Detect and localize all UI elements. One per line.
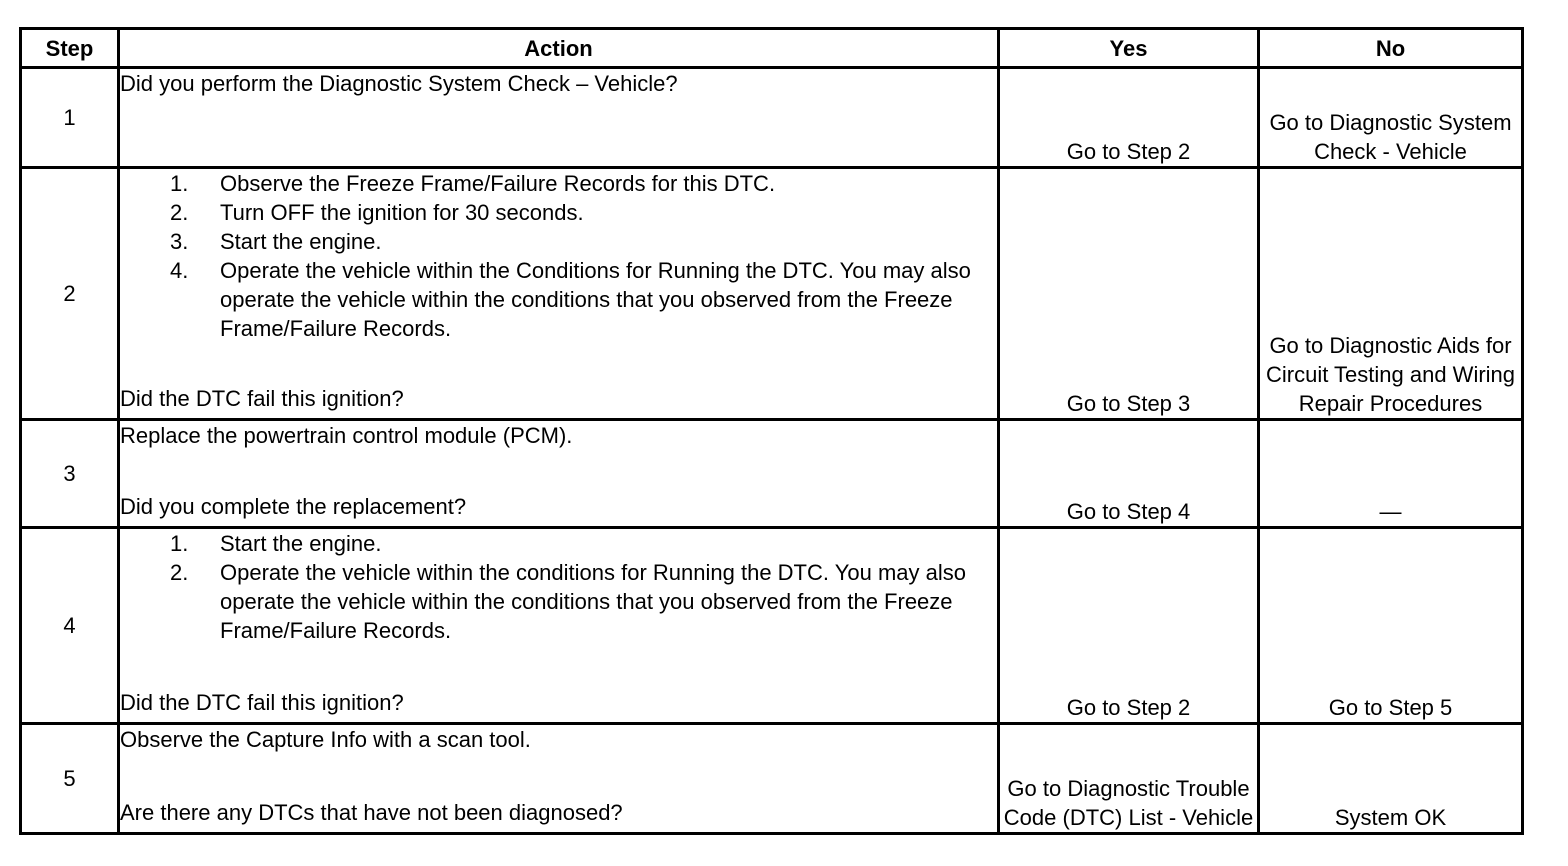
table-row <box>21 168 1523 420</box>
list-item <box>120 198 997 227</box>
action-cell <box>119 724 999 834</box>
list-item <box>120 558 997 645</box>
step-number: 3 <box>21 420 119 528</box>
list-item-number: 2. <box>170 200 189 225</box>
list-item-text: Operate the vehicle within the Conditions for Running the DTC. You may also operate the vehicle within the conditions that you observed from the Freeze Frame/Failure Records. <box>220 258 971 341</box>
list-item-text: Start the engine. <box>220 229 382 254</box>
header-yes: Yes <box>999 29 1259 68</box>
list-item-text: Observe the Freeze Frame/Failure Records for this DTC. <box>220 171 776 196</box>
action-question: Did the DTC fail this ignition? <box>120 386 404 411</box>
table-row <box>21 724 1523 834</box>
list-item-text: Turn OFF the ignition for 30 seconds. <box>220 200 584 225</box>
header-step: Step <box>21 29 119 68</box>
yes-cell: Go to Diagnostic Trouble Code (DTC) List - Vehicle <box>999 724 1259 834</box>
table-row <box>21 420 1523 528</box>
diagnostic-table <box>19 27 1524 835</box>
action-cell <box>119 420 999 528</box>
action-question: Did you complete the replacement? <box>120 494 467 519</box>
action-cell <box>119 528 999 724</box>
list-item-text: Start the engine. <box>220 531 382 556</box>
action-instruction: Observe the Capture Info with a scan tool. <box>120 727 531 752</box>
step-number: 5 <box>21 724 119 834</box>
yes-cell: Go to Step 2 <box>999 68 1259 168</box>
list-item-number: 2. <box>170 560 189 585</box>
yes-cell: Go to Step 3 <box>999 168 1259 420</box>
no-cell: Go to Diagnostic Aids for Circuit Testing and Wiring Repair Procedures <box>1259 168 1523 420</box>
action-cell <box>119 168 999 420</box>
action-instruction: Did you perform the Diagnostic System Check – Vehicle? <box>120 71 678 96</box>
header-row <box>21 29 1523 68</box>
list-item <box>120 227 997 256</box>
no-cell: Go to Diagnostic System Check - Vehicle <box>1259 68 1523 168</box>
table-row <box>21 68 1523 168</box>
action-question: Are there any DTCs that have not been diagnosed? <box>120 800 623 825</box>
action-list <box>120 529 997 645</box>
list-item-number: 1. <box>170 171 189 196</box>
list-item-number: 4. <box>170 258 189 283</box>
action-cell <box>119 68 999 168</box>
no-cell: — <box>1259 420 1523 528</box>
list-item <box>120 169 997 198</box>
step-number: 2 <box>21 168 119 420</box>
action-list <box>120 169 997 343</box>
yes-cell: Go to Step 4 <box>999 420 1259 528</box>
header-action: Action <box>119 29 999 68</box>
header-no: No <box>1259 29 1523 68</box>
list-item <box>120 256 997 343</box>
diagnostic-table-container <box>19 27 1521 835</box>
yes-cell: Go to Step 2 <box>999 528 1259 724</box>
step-number: 1 <box>21 68 119 168</box>
list-item-text: Operate the vehicle within the conditions for Running the DTC. You may also operate the vehicle within the conditions that you observed from the Freeze Frame/Failure Records. <box>220 560 966 643</box>
table-row <box>21 528 1523 724</box>
list-item <box>120 529 997 558</box>
list-item-number: 1. <box>170 531 189 556</box>
action-instruction: Replace the powertrain control module (PCM). <box>120 423 573 448</box>
no-cell: Go to Step 5 <box>1259 528 1523 724</box>
action-question: Did the DTC fail this ignition? <box>120 690 404 715</box>
no-cell: System OK <box>1259 724 1523 834</box>
list-item-number: 3. <box>170 229 189 254</box>
step-number: 4 <box>21 528 119 724</box>
